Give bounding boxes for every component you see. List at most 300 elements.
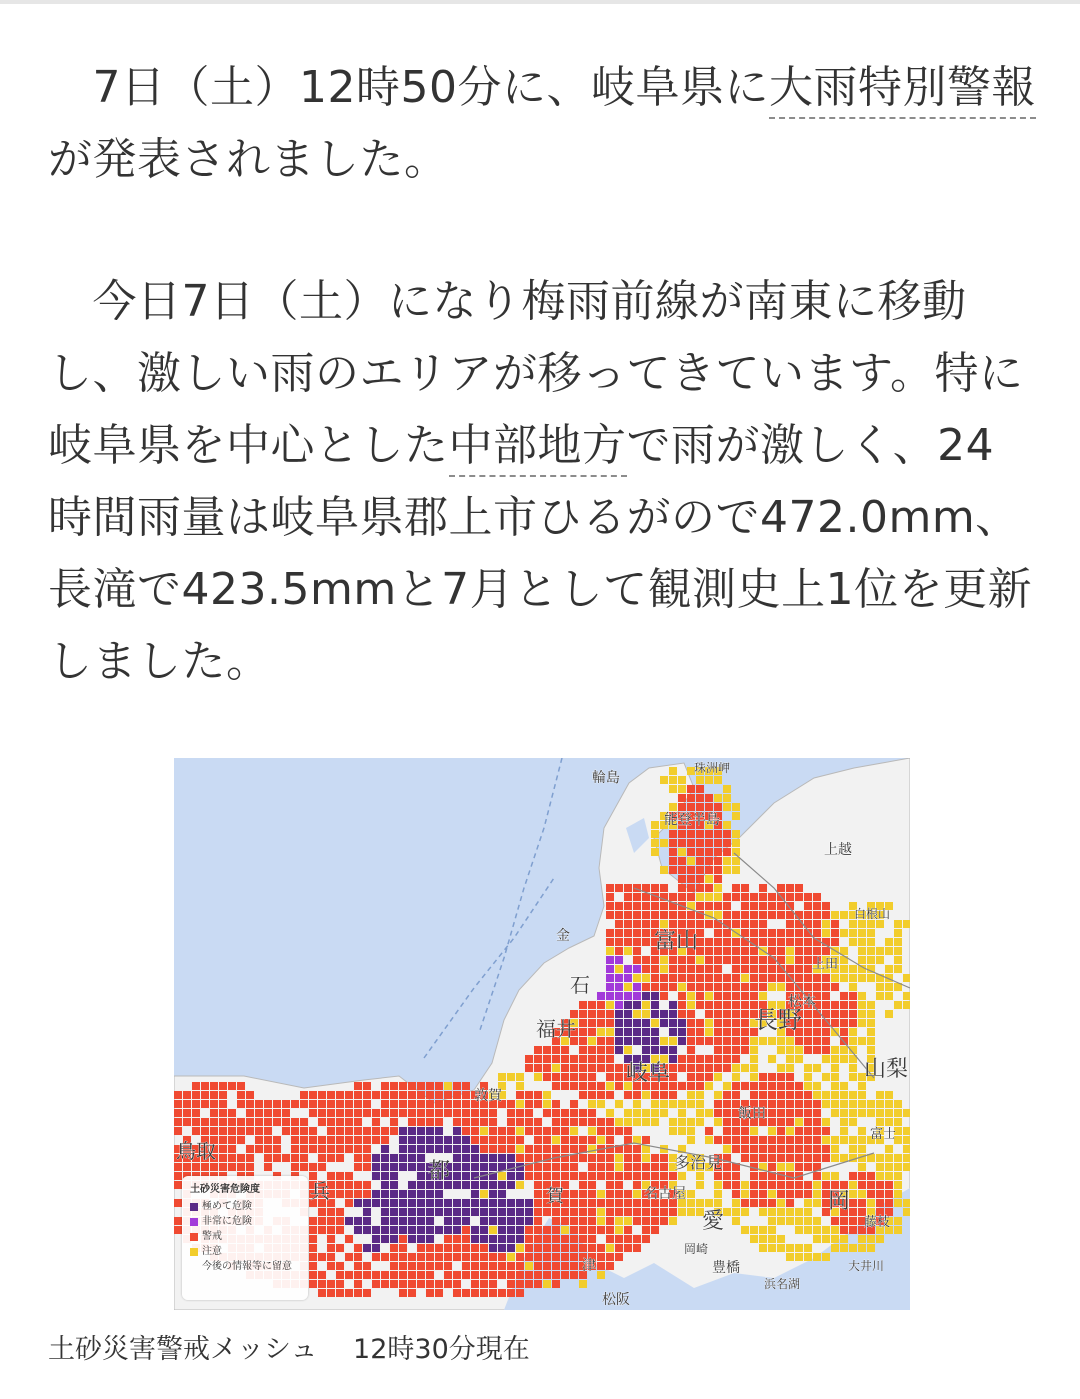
risk-cell: [867, 1001, 875, 1009]
risk-cell: [777, 1082, 785, 1090]
risk-cell: [840, 1244, 848, 1252]
risk-cell: [669, 1118, 677, 1126]
risk-cell: [840, 1109, 848, 1117]
risk-cell: [363, 1136, 371, 1144]
risk-cell: [309, 1163, 317, 1171]
risk-cell: [273, 1145, 281, 1153]
risk-cell: [714, 1064, 722, 1072]
risk-cell: [687, 1127, 695, 1135]
risk-cell: [543, 1136, 551, 1144]
risk-cell: [696, 830, 704, 838]
risk-cell: [237, 1100, 245, 1108]
risk-cell: [732, 1208, 740, 1216]
risk-cell: [489, 1163, 497, 1171]
risk-cell: [561, 1226, 569, 1234]
risk-cell: [615, 1127, 623, 1135]
risk-cell: [579, 1154, 587, 1162]
risk-cell: [534, 1217, 542, 1225]
risk-cell: [606, 1262, 614, 1270]
risk-cell: [768, 974, 776, 982]
risk-cell: [831, 1109, 839, 1117]
risk-cell: [804, 1100, 812, 1108]
risk-cell: [669, 1028, 677, 1036]
risk-cell: [894, 1001, 902, 1009]
risk-cell: [264, 1145, 272, 1153]
risk-cell: [291, 1145, 299, 1153]
risk-cell: [669, 1100, 677, 1108]
risk-cell: [615, 1064, 623, 1072]
risk-cell: [399, 1262, 407, 1270]
risk-cell: [417, 1082, 425, 1090]
risk-cell: [381, 1235, 389, 1243]
risk-cell: [453, 1172, 461, 1180]
risk-cell: [642, 1226, 650, 1234]
risk-cell: [759, 938, 767, 946]
risk-cell: [624, 965, 632, 973]
risk-cell: [381, 1217, 389, 1225]
risk-cell: [813, 1010, 821, 1018]
risk-cell: [885, 1010, 893, 1018]
risk-cell: [705, 848, 713, 856]
risk-cell: [723, 902, 731, 910]
risk-cell: [480, 1280, 488, 1288]
risk-cell: [750, 1226, 758, 1234]
risk-cell: [903, 1136, 910, 1144]
risk-cell: [381, 1253, 389, 1261]
risk-cell: [723, 929, 731, 937]
risk-cell: [894, 1199, 902, 1207]
risk-cell: [759, 1208, 767, 1216]
risk-cell: [597, 1127, 605, 1135]
risk-cell: [849, 1208, 857, 1216]
risk-cell: [525, 1253, 533, 1261]
risk-cell: [777, 974, 785, 982]
risk-cell: [498, 1154, 506, 1162]
risk-cell: [498, 1262, 506, 1270]
risk-cell: [696, 920, 704, 928]
risk-cell: [867, 938, 875, 946]
risk-cell: [687, 965, 695, 973]
risk-cell: [507, 1172, 515, 1180]
risk-cell: [642, 1208, 650, 1216]
risk-cell: [759, 974, 767, 982]
risk-cell: [318, 1271, 326, 1279]
risk-cell: [795, 1163, 803, 1171]
risk-cell: [507, 1118, 515, 1126]
risk-cell: [336, 1226, 344, 1234]
risk-cell: [849, 1190, 857, 1198]
risk-cell: [750, 929, 758, 937]
risk-cell: [543, 1208, 551, 1216]
risk-cell: [723, 1046, 731, 1054]
risk-cell: [687, 875, 695, 883]
risk-cell: [534, 1046, 542, 1054]
risk-cell: [561, 1253, 569, 1261]
risk-cell: [714, 1019, 722, 1027]
risk-cell: [822, 1154, 830, 1162]
risk-cell: [597, 992, 605, 1000]
risk-cell: [435, 1136, 443, 1144]
risk-cell: [552, 1127, 560, 1135]
risk-cell: [660, 776, 668, 784]
risk-cell: [624, 1199, 632, 1207]
risk-cell: [741, 911, 749, 919]
risk-cell: [489, 1181, 497, 1189]
risk-cell: [705, 1109, 713, 1117]
risk-cell: [669, 911, 677, 919]
risk-cell: [750, 902, 758, 910]
risk-cell: [336, 1091, 344, 1099]
risk-cell: [390, 1154, 398, 1162]
risk-cell: [426, 1190, 434, 1198]
risk-cell: [723, 938, 731, 946]
risk-cell: [408, 1136, 416, 1144]
risk-cell: [867, 1100, 875, 1108]
risk-cell: [804, 1046, 812, 1054]
risk-cell: [264, 1136, 272, 1144]
risk-cell: [669, 839, 677, 847]
risk-cell: [588, 1136, 596, 1144]
risk-cell: [615, 1253, 623, 1261]
risk-cell: [597, 1190, 605, 1198]
risk-cell: [174, 1118, 182, 1126]
risk-cell: [453, 1145, 461, 1153]
risk-cell: [804, 1208, 812, 1216]
keyword-link-heavy-rain-emergency-warning[interactable]: 大雨特別警報: [769, 62, 1036, 119]
risk-cell: [219, 1118, 227, 1126]
risk-cell: [372, 1172, 380, 1180]
risk-cell: [516, 1289, 524, 1297]
risk-cell: [552, 1244, 560, 1252]
risk-cell: [768, 983, 776, 991]
risk-cell: [471, 1127, 479, 1135]
risk-cell: [633, 1181, 641, 1189]
risk-cell: [705, 1037, 713, 1045]
risk-cell: [534, 1163, 542, 1171]
risk-cell: [174, 1199, 182, 1207]
risk-cell: [597, 1118, 605, 1126]
risk-cell: [444, 1091, 452, 1099]
risk-cell: [624, 1235, 632, 1243]
risk-cell: [624, 1154, 632, 1162]
risk-cell: [786, 1073, 794, 1081]
risk-cell: [903, 974, 910, 982]
risk-cell: [606, 884, 614, 892]
risk-cell: [687, 857, 695, 865]
risk-cell: [831, 1154, 839, 1162]
risk-cell: [786, 1208, 794, 1216]
risk-cell: [390, 1100, 398, 1108]
risk-cell: [615, 992, 623, 1000]
keyword-link-chubu-region[interactable]: 中部地方: [449, 420, 627, 477]
risk-cell: [777, 1190, 785, 1198]
risk-cell: [678, 1001, 686, 1009]
risk-cell: [741, 1127, 749, 1135]
risk-cell: [489, 1199, 497, 1207]
place-label-ueda: 上田: [812, 957, 839, 972]
risk-cell: [642, 1046, 650, 1054]
risk-cell: [696, 1091, 704, 1099]
risk-cell: [642, 1001, 650, 1009]
risk-cell: [237, 1127, 245, 1135]
risk-cell: [840, 1001, 848, 1009]
risk-cell: [669, 830, 677, 838]
risk-cell: [615, 1235, 623, 1243]
risk-cell: [669, 974, 677, 982]
risk-cell: [876, 1100, 884, 1108]
risk-cell: [804, 1127, 812, 1135]
risk-cell: [579, 1244, 587, 1252]
risk-cell: [579, 1118, 587, 1126]
risk-cell: [615, 1001, 623, 1009]
risk-cell: [597, 1226, 605, 1234]
risk-cell: [309, 1280, 317, 1288]
risk-cell: [552, 1271, 560, 1279]
risk-cell: [786, 1163, 794, 1171]
risk-cell: [651, 1019, 659, 1027]
risk-cell: [705, 857, 713, 865]
risk-cell: [318, 1136, 326, 1144]
risk-cell: [732, 1046, 740, 1054]
risk-cell: [813, 947, 821, 955]
risk-cell: [642, 1091, 650, 1099]
risk-cell: [471, 1190, 479, 1198]
risk-cell: [444, 1136, 452, 1144]
risk-cell: [480, 1136, 488, 1144]
risk-cell: [741, 893, 749, 901]
risk-cell: [597, 1100, 605, 1108]
risk-cell: [678, 965, 686, 973]
risk-cell: [777, 884, 785, 892]
risk-cell: [624, 1244, 632, 1252]
risk-cell: [750, 965, 758, 973]
risk-cell: [768, 1100, 776, 1108]
risk-cell: [363, 1091, 371, 1099]
risk-cell: [849, 1172, 857, 1180]
risk-cell: [417, 1208, 425, 1216]
risk-cell: [633, 1028, 641, 1036]
risk-cell: [336, 1289, 344, 1297]
risk-cell: [795, 1181, 803, 1189]
risk-cell: [606, 1073, 614, 1081]
risk-cell: [840, 1235, 848, 1243]
risk-cell: [741, 1226, 749, 1234]
risk-cell: [579, 1217, 587, 1225]
risk-cell: [687, 1190, 695, 1198]
risk-cell: [714, 1100, 722, 1108]
risk-cell: [777, 1037, 785, 1045]
risk-cell: [633, 938, 641, 946]
risk-cell: [786, 884, 794, 892]
risk-cell: [543, 1064, 551, 1072]
risk-cell: [633, 1037, 641, 1045]
risk-cell: [867, 1181, 875, 1189]
risk-cell: [840, 929, 848, 937]
risk-cell: [615, 983, 623, 991]
risk-cell: [813, 1046, 821, 1054]
risk-cell: [858, 947, 866, 955]
risk-cell: [579, 1064, 587, 1072]
risk-cell: [336, 1280, 344, 1288]
risk-cell: [687, 1028, 695, 1036]
risk-cell: [669, 767, 677, 775]
risk-cell: [759, 893, 767, 901]
risk-cell: [732, 1217, 740, 1225]
risk-cell: [696, 776, 704, 784]
risk-cell: [723, 1172, 731, 1180]
risk-cell: [633, 992, 641, 1000]
risk-cell: [426, 1118, 434, 1126]
risk-cell: [723, 1064, 731, 1072]
risk-cell: [327, 1109, 335, 1117]
risk-cell: [615, 1217, 623, 1225]
risk-cell: [471, 1199, 479, 1207]
risk-cell: [714, 848, 722, 856]
risk-cell: [606, 1253, 614, 1261]
risk-cell: [597, 1136, 605, 1144]
risk-cell: [741, 992, 749, 1000]
risk-cell: [759, 983, 767, 991]
risk-cell: [723, 1001, 731, 1009]
risk-cell: [705, 947, 713, 955]
risk-cell: [426, 1289, 434, 1297]
risk-cell: [795, 938, 803, 946]
risk-cell: [318, 1226, 326, 1234]
risk-cell: [525, 1091, 533, 1099]
risk-cell: [723, 1082, 731, 1090]
risk-cell: [606, 893, 614, 901]
risk-cell: [552, 1163, 560, 1171]
risk-cell: [525, 1109, 533, 1117]
legend-label-warning: 警戒: [202, 1231, 222, 1242]
risk-cell: [822, 1181, 830, 1189]
risk-cell: [858, 1082, 866, 1090]
risk-cell: [624, 893, 632, 901]
risk-cell: [750, 1073, 758, 1081]
risk-cell: [750, 920, 758, 928]
risk-cell: [300, 1100, 308, 1108]
risk-cell: [552, 1145, 560, 1153]
risk-cell: [516, 1199, 524, 1207]
risk-cell: [705, 794, 713, 802]
risk-cell: [381, 1154, 389, 1162]
risk-cell: [624, 1046, 632, 1054]
risk-cell: [381, 1181, 389, 1189]
place-label-toyama: 富山: [654, 929, 699, 954]
risk-cell: [570, 1145, 578, 1153]
risk-cell: [669, 1001, 677, 1009]
risk-cell: [687, 1010, 695, 1018]
risk-cell: [300, 1163, 308, 1171]
risk-cell: [678, 875, 686, 883]
risk-cell: [732, 1010, 740, 1018]
risk-cell: [858, 1163, 866, 1171]
risk-cell: [390, 1235, 398, 1243]
risk-cell: [822, 920, 830, 928]
risk-cell: [777, 1244, 785, 1252]
risk-cell: [768, 911, 776, 919]
risk-cell: [822, 1037, 830, 1045]
risk-cell: [705, 938, 713, 946]
place-label-kyoto: 都: [428, 1159, 451, 1184]
risk-cell: [327, 1280, 335, 1288]
risk-cell: [822, 1028, 830, 1036]
risk-cell: [237, 1091, 245, 1099]
risk-cell: [615, 938, 623, 946]
risk-cell: [822, 1172, 830, 1180]
risk-cell: [777, 902, 785, 910]
risk-cell: [759, 929, 767, 937]
risk-cell: [660, 884, 668, 892]
risk-cell: [615, 920, 623, 928]
risk-cell: [516, 1208, 524, 1216]
risk-cell: [336, 1136, 344, 1144]
risk-cell: [687, 1055, 695, 1063]
risk-cell: [507, 1181, 515, 1189]
risk-cell: [408, 1190, 416, 1198]
risk-cell: [795, 947, 803, 955]
risk-cell: [768, 947, 776, 955]
risk-cell: [597, 1154, 605, 1162]
risk-cell: [588, 1028, 596, 1036]
risk-cell: [678, 1100, 686, 1108]
risk-cell: [606, 911, 614, 919]
risk-cell: [435, 1199, 443, 1207]
risk-cell: [327, 1235, 335, 1243]
risk-cell: [759, 1244, 767, 1252]
risk-cell: [507, 1145, 515, 1153]
risk-cell: [723, 1181, 731, 1189]
risk-cell: [831, 1244, 839, 1252]
risk-cell: [732, 1028, 740, 1036]
risk-cell: [723, 1028, 731, 1036]
risk-cell: [678, 1037, 686, 1045]
risk-cell: [831, 1217, 839, 1225]
risk-cell: [669, 1046, 677, 1054]
risk-cell: [705, 983, 713, 991]
risk-cell: [201, 1082, 209, 1090]
risk-cell: [651, 839, 659, 847]
risk-cell: [561, 1055, 569, 1063]
risk-cell: [741, 902, 749, 910]
risk-cell: [705, 1001, 713, 1009]
risk-cell: [363, 1082, 371, 1090]
risk-cell: [534, 1100, 542, 1108]
risk-cell: [336, 1154, 344, 1162]
risk-cell: [417, 1100, 425, 1108]
risk-cell: [678, 983, 686, 991]
risk-cell: [732, 974, 740, 982]
risk-cell: [876, 1181, 884, 1189]
risk-cell: [705, 956, 713, 964]
risk-cell: [903, 1145, 910, 1153]
risk-cell: [732, 1091, 740, 1099]
place-label-joetsu: 上越: [824, 842, 852, 858]
risk-cell: [696, 965, 704, 973]
risk-cell: [768, 1127, 776, 1135]
risk-cell: [345, 1217, 353, 1225]
risk-cell: [363, 1244, 371, 1252]
risk-cell: [777, 1163, 785, 1171]
risk-cell: [399, 1136, 407, 1144]
risk-cell: [849, 1064, 857, 1072]
risk-cell: [426, 1262, 434, 1270]
risk-cell: [714, 1190, 722, 1198]
risk-cell: [750, 911, 758, 919]
risk-cell: [327, 1226, 335, 1234]
risk-cell: [534, 1073, 542, 1081]
risk-cell: [714, 884, 722, 892]
